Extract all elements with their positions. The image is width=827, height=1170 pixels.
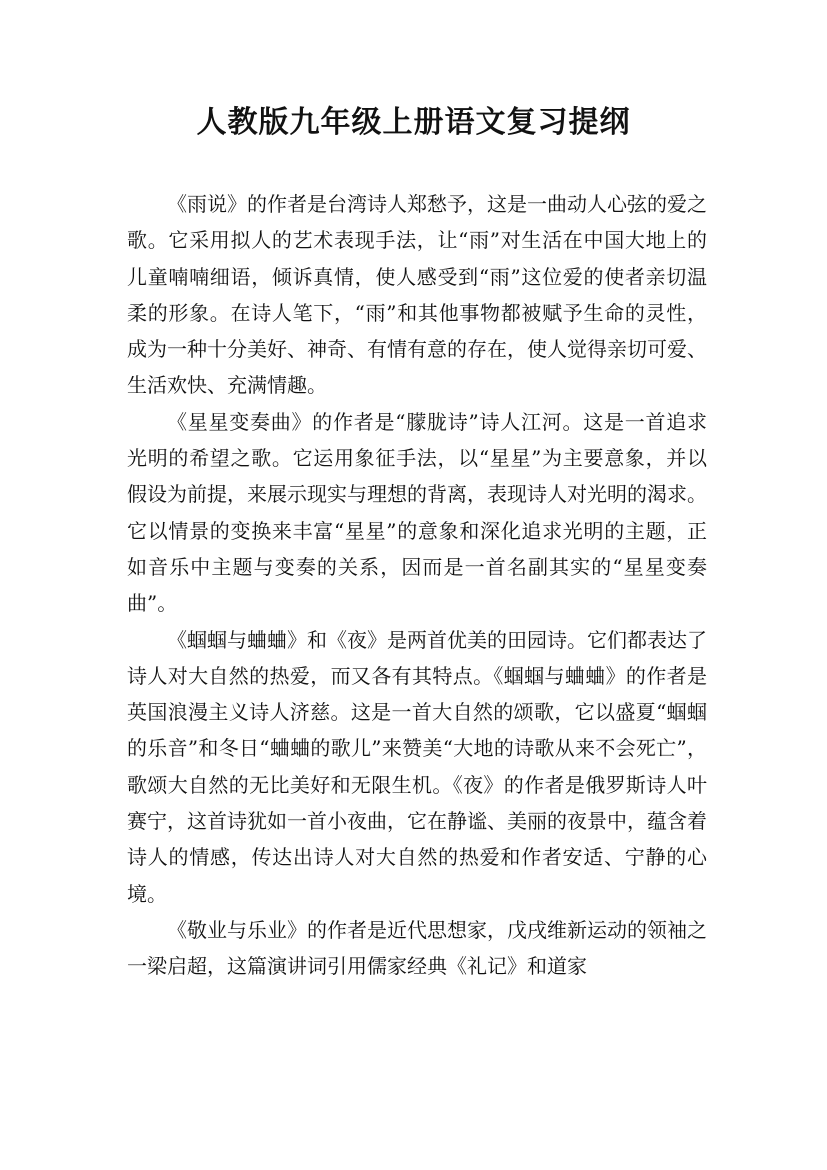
document-title: 人教版九年级上册语文复习提纲 — [196, 105, 631, 140]
paragraph-grasshopper-cricket-night: 《蝈蝈与蛐蛐》和《夜》是两首优美的田园诗。它们都表达了诗人对大自然的热爱，而又各有其特点。《蝈蝈与蛐蛐》的作者是英国浪漫主义诗人济慈。这是一首大自然的颂歌，它以盛夏“蝈蝈的乐音”和冬日“蛐蛐的歌儿”来赞美“大地的诗歌从来不会死亡”，歌颂大自然的无比美好和无限生机。《夜》的作者是俄罗斯诗人叶赛宁，这首诗犹如一首小夜曲，它在静谧、美丽的夜景中，蕴含着诗人的情感，传达出诗人对大自然的热爱和作者安适、宁静的心境。 — [127, 627, 707, 906]
paragraph-rain-says: 《雨说》的作者是台湾诗人郑愁予，这是一曲动人心弦的爱之歌。它采用拟人的艺术表现手法，让“雨”对生活在中国大地上的儿童喃喃细语，倾诉真情，使人感受到“雨”这位爱的使者亲切温柔的形象。在诗人笔下，“雨”和其他事物都被赋予生命的灵性，成为一种十分美好、神奇、有情有意的存在，使人觉得亲切可爱、生活欢快、充满情趣。 — [127, 192, 707, 398]
paragraph-star-variations: 《星星变奏曲》的作者是“朦胧诗”诗人江河。这是一首追求光明的希望之歌。它运用象征手法，以“星星”为主要意象，并以假设为前提，来展示现实与理想的背离，表现诗人对光明的渴求。它以情景的变换来丰富“星星”的意象和深化追求光明的主题，正如音乐中主题与变奏的关系，因而是一首名副其实的“星星变奏曲”。 — [127, 409, 707, 616]
document-body — [127, 186, 707, 985]
paragraph-dedication-and-joy: 《敬业与乐业》的作者是近代思想家，戊戌维新运动的领袖之一梁启超，这篇演讲词引用儒家经典《礼记》和道家 — [127, 917, 707, 979]
